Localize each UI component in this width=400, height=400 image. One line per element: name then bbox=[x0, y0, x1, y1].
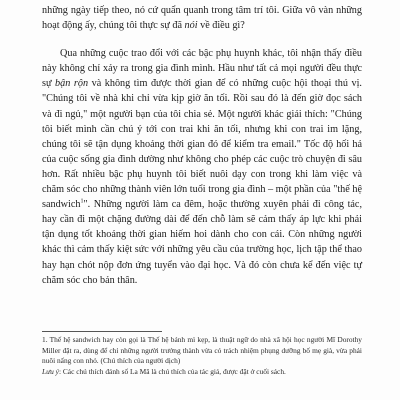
footnote-1: 1. Thế hệ sandwich hay còn gọi là Thế hệ bánh mì kẹp, là thuật ngữ do nhà xã hội học người Mĩ Dorothy Miller đặt ra, dùng để chỉ những người trưởng thành vừa có trách nhiệm phụng dưỡng bố mẹ già, vừa phải nuôi nấng con nhỏ. (Chú thích của người dịch) bbox=[42, 335, 362, 366]
text-run: về điều gì? bbox=[197, 20, 245, 32]
emphasis-text: nói bbox=[184, 20, 198, 32]
note-text: : Các chú thích đánh số La Mã là chú thích của tác giả, được đặt ở cuối sách. bbox=[58, 366, 286, 376]
text-run: Qua những cuộc trao đổi với các bậc phụ huynh khác, tôi nhận thấy điều này không chỉ xảy ra trong gia đình mình. Hầu như tất cả mọi người đều thực sự bbox=[42, 48, 362, 90]
footnote-divider bbox=[42, 331, 162, 332]
text-run: và không tìm được thời gian để có những cuộc hội thoại thú vị. "Chúng tôi về nhà khi chỉ vừa kịp giờ ăn tối. Rồi sau đó là đến giờ đọc sách và đi ngủ," một người bạn của tôi chia sẻ. Một người khác giải thích: "Chúng tôi biết mình cần chú ý tới con trai khi ăn tối, nhưng khi con trai im lặng, chúng tôi sẽ tận dụng khoảng thời gian đó để kiểm tra email." Tốc độ hối hả của cuộc sống gia đình dường như không cho phép các cuộc trò chuyện đi sâu hơn. Rất nhiều bậc phụ huynh tôi biết nuôi dạy con trong khi làm việc và chăm sóc cho những thành viên lớn tuổi trong gia đình – một phần của "thế hệ sandwich bbox=[42, 78, 362, 211]
footnote-note bbox=[42, 367, 362, 378]
emphasis-text: bận rộn bbox=[55, 78, 89, 90]
text-run: ". Những người làm ca đêm, hoặc thường xuyên phải đi công tác, hay cần đi một chặng đường dài để đến chỗ làm sẽ cảm thấy áp lực khi phải tận dụng tốt khoảng thời gian hiếm hoi dành cho con cái. Còn những người khác thì cảm thấy kiệt sức với những yêu cầu của trường học, lịch tập thể thao hay hạn chót nộp đơn ứng tuyển vào đại học. Và đó còn chưa kể đến việc tự chăm sóc cho bản thân. bbox=[42, 199, 362, 286]
footnotes bbox=[42, 335, 362, 377]
footnote-reference[interactable]: 1 bbox=[80, 198, 84, 205]
note-label: Lưu ý bbox=[42, 366, 59, 376]
body-text bbox=[42, 3, 362, 288]
paragraph-continued bbox=[42, 3, 362, 33]
text-run: những ngày tiếp theo, nó cứ quẩn quanh trong tâm trí tôi. Giữa vô vàn những hoạt động ấy, chúng tôi thực sự đã bbox=[42, 5, 362, 32]
paragraph-main bbox=[42, 46, 362, 288]
